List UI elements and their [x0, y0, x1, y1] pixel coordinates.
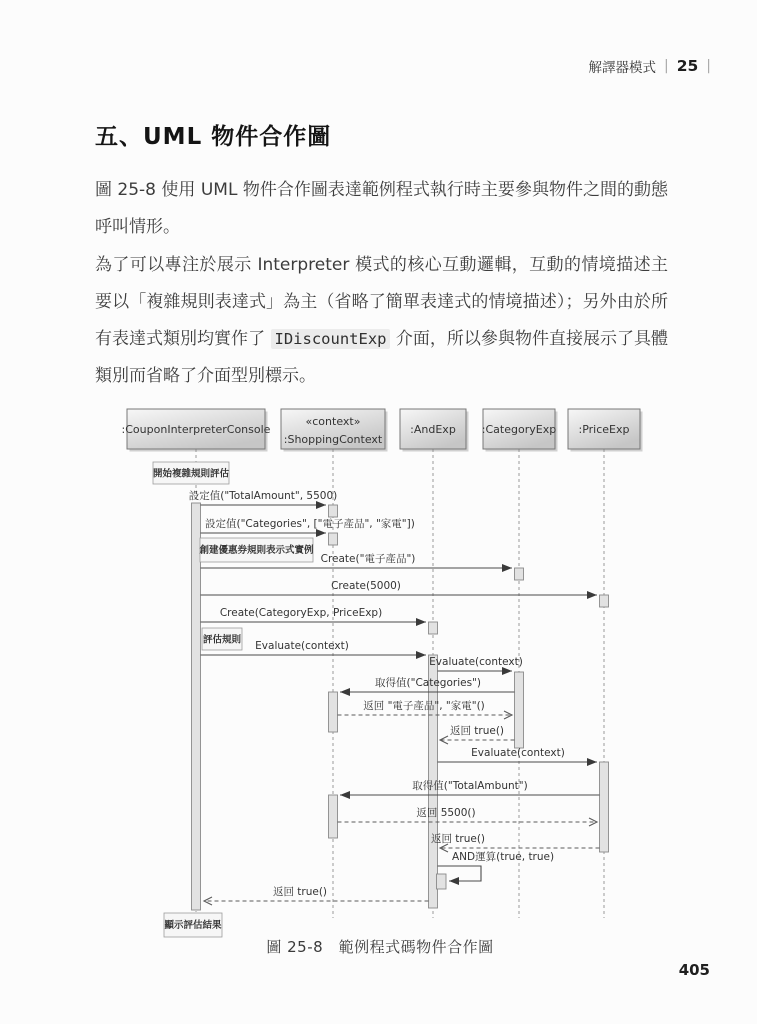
activation-categoryexp-create [515, 568, 524, 580]
message-label: 返回 "電子產品", "家電"() [363, 700, 485, 712]
message-label: Create("電子產品") [320, 553, 416, 565]
message-label: 取得值("Categories") [375, 677, 481, 689]
activation-shoppingcontext-3 [329, 692, 338, 732]
chapter-title: 解譯器模式 [588, 60, 656, 76]
paragraph-1: 圖 25-8 使用 UML 物件合作圖表達範例程式執行時主要參與物件之間的動態呼叫情形。 [95, 180, 668, 237]
uml-collaboration-diagram [95, 398, 665, 946]
paragraph-2-text-post: 介面，所以參與物件直接展示了具體類別而省略了介面型別標示。 [95, 329, 669, 386]
message-label: 設定值("TotalAmount", 5500) [188, 490, 338, 502]
inline-code-idiscountexp: IDiscountExp [271, 329, 391, 349]
activation-priceexp-eval [600, 762, 609, 852]
participants [122, 409, 643, 452]
message-label: 設定值("Categories", ["電子產品", "家電"]) [205, 518, 415, 530]
running-header [588, 56, 711, 76]
message-label: Create(CategoryExp, PriceExp) [219, 607, 383, 619]
note-label: 評估規則 [202, 634, 242, 646]
activation-andexp-self [437, 874, 447, 889]
message-label: 返回 true() [272, 886, 328, 898]
note-label: 創建優惠券規則表示式實例 [199, 545, 314, 556]
paragraph-2 [95, 247, 668, 395]
message-label: Create(5000) [331, 580, 401, 592]
activation-categoryexp-eval [515, 672, 524, 748]
message-label: 取得值("TotalAmbunt") [412, 780, 528, 792]
activation-priceexp-create [600, 595, 609, 607]
chapter-number: 25 [676, 57, 699, 75]
participant-name: :AndExp [410, 423, 456, 436]
header-separator-left: | [663, 58, 669, 74]
paragraph-2-text-pre: 為了可以專注於展示 Interpreter 模式的核心互動邏輯，互動的情境描述主要以「複雜規則表達式」為主（省略了簡單表達式的情境描述）；另外由於所有表達式類別均實作了 [95, 255, 668, 349]
message-label: Evaluate(context) [429, 656, 523, 668]
participant-stereotype: «context» [305, 415, 361, 428]
message-label: 返回 5500() [416, 807, 476, 819]
note-label: 顯示評估結果 [164, 920, 222, 931]
header-separator-right: | [706, 58, 711, 74]
message-label: AND運算(true, true) [452, 851, 555, 863]
message-label: Evaluate(context) [255, 640, 349, 652]
section-title: 五、UML 物件合作圖 [95, 124, 332, 150]
page-number: 405 [678, 961, 710, 979]
figure-caption: 圖 25-8 範例程式碼物件合作圖 [266, 938, 494, 956]
activation-shoppingcontext-4 [329, 795, 338, 838]
participant-name: :PriceExp [578, 423, 630, 436]
activation-andexp-create [429, 622, 438, 634]
participant-name: :CategoryExp [481, 423, 557, 436]
activation-shoppingcontext-1 [329, 505, 338, 517]
participant-name: :CouponInterpreterConsole [121, 423, 271, 436]
message-label: 返回 true() [430, 833, 486, 845]
note-label: 開始複雜規則評估 [152, 468, 230, 480]
message-label: 返回 true() [449, 725, 505, 737]
participant-name: :ShoppingContext [283, 433, 383, 446]
activation-console [192, 503, 201, 910]
activation-shoppingcontext-2 [329, 533, 338, 545]
message-label: Evaluate(context) [471, 747, 565, 759]
